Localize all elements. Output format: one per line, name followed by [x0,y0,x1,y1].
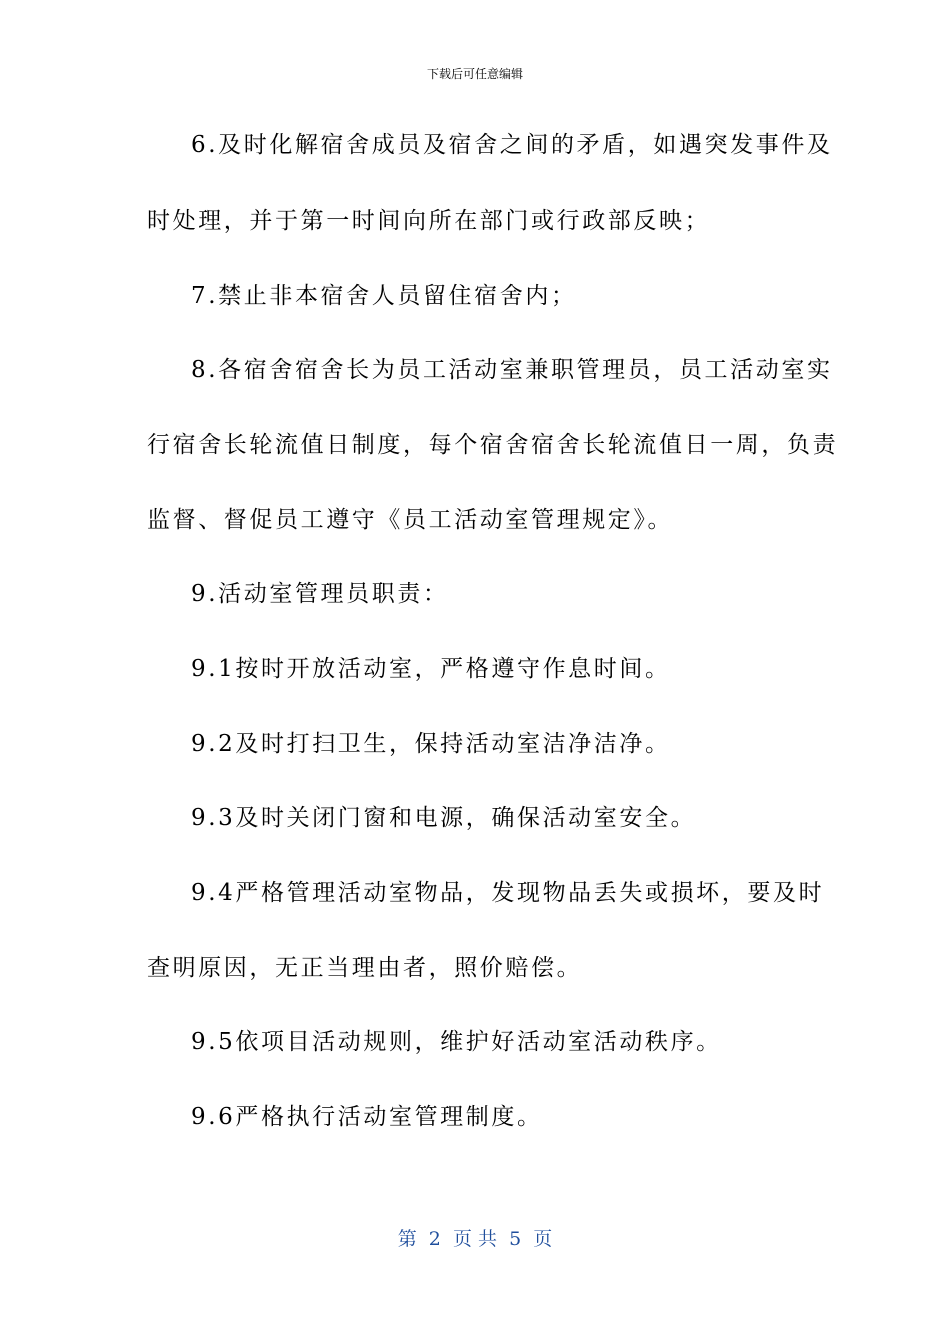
paragraph-line: 7.禁止非本宿舍人员留住宿舍内； [191,283,577,309]
paragraph-line: 9.1按时开放活动室，严格遵守作息时间。 [191,656,671,682]
paragraph-line: 9.4严格管理活动室物品，发现物品丢失或损坏，要及时 [191,880,825,906]
paragraph-line: 查明原因，无正当理由者，照价赔偿。 [147,955,583,981]
paragraph-line: 9.活动室管理员职责： [191,581,449,607]
paragraph-line: 9.3及时关闭门窗和电源，确保活动室安全。 [191,805,697,831]
page-header-note: 下载后可任意编辑 [426,67,523,81]
paragraph-line: 9.6严格执行活动室管理制度。 [191,1104,543,1130]
paragraph-line: 时处理，并于第一时间向所在部门或行政部反映； [147,208,711,234]
paragraph-line: 9.5依项目活动规则，维护好活动室活动秩序。 [191,1029,722,1055]
paragraph-line: 8.各宿舍宿舍长为员工活动室兼职管理员，员工活动室实 [191,357,833,383]
paragraph-line: 9.2及时打扫卫生，保持活动室洁净洁净。 [191,731,671,757]
page-number-footer: 第 2 页 共 5 页 [397,1228,553,1250]
paragraph-line: 行宿舍长轮流值日制度，每个宿舍宿舍长轮流值日一周，负责 [147,432,839,458]
paragraph-line: 6.及时化解宿舍成员及宿舍之间的矛盾，如遇突发事件及 [191,132,833,158]
paragraph-line: 监督、督促员工遵守《员工活动室管理规定》。 [147,507,674,533]
